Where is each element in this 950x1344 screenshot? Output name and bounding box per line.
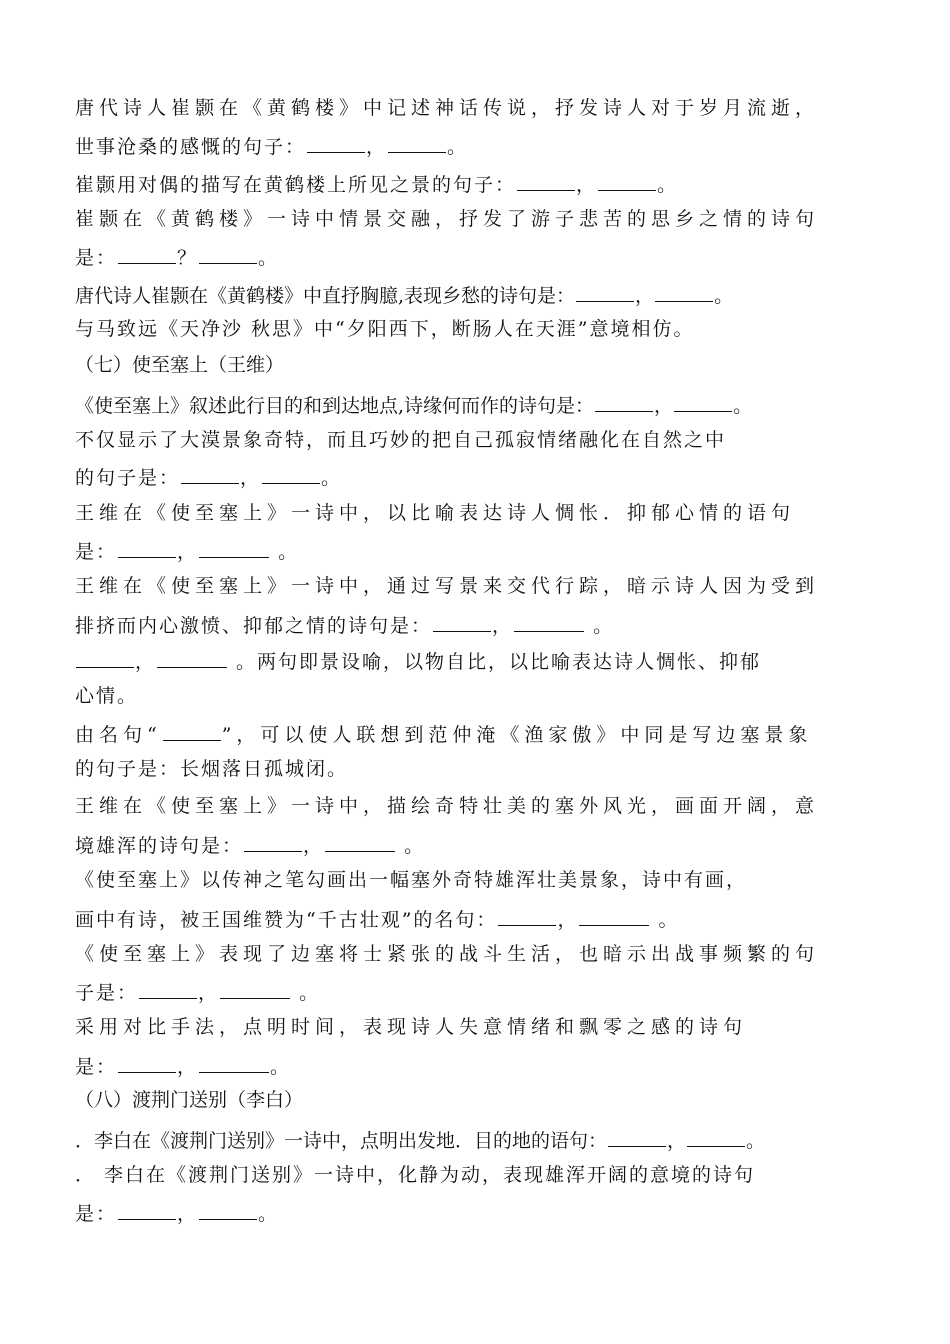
text-line: 排挤而内心激愤、抑郁之情的诗句是： ， 。 [75,609,875,639]
fill-blank[interactable] [76,645,134,668]
fill-blank[interactable] [118,1197,176,1220]
text-line: 由名句“ ”，可以使人联想到范仲淹《渔家傲》中同是写边塞景象 [75,718,875,748]
text-line: 子是： ， 。 [75,976,875,1006]
fill-blank[interactable] [199,241,257,264]
fill-blank[interactable] [595,389,653,412]
section-heading: （八）渡荆门送别（李白） [75,1089,304,1111]
text-line: 崔颢用对偶的描写在黄鹤楼上所见之景的句子： ， 。 [75,168,875,198]
fill-blank[interactable] [498,903,556,926]
text-line: 唐代诗人崔颢在《黄鹤楼》中记述神话传说，抒发诗人对于岁月流逝， [75,97,820,119]
fill-blank[interactable] [655,279,713,302]
fill-blank[interactable] [118,241,176,264]
text-line: 世事沧桑的感慨的句子： ， 。 [75,130,875,160]
fill-blank[interactable] [388,130,446,153]
fill-blank[interactable] [262,461,320,484]
fill-blank[interactable] [307,130,365,153]
text-line: 不仅显示了大漠景象奇特，而且巧妙的把自己孤寂情绪融化在自然之中 [75,429,727,451]
fill-blank[interactable] [157,645,227,668]
fill-blank[interactable] [514,609,584,632]
section-heading: （七）使至塞上（王维） [75,354,285,376]
fill-blank[interactable] [433,609,491,632]
text-line: 境雄浑的诗句是： ， 。 [75,829,875,859]
fill-blank[interactable] [517,168,575,191]
text-line: 与马致远《天净沙 秋思》中“夕阳西下，断肠人在天涯”意境相仿。 [75,318,695,340]
text-line: ， 。两句即景设喻，以物自比，以比喻表达诗人惆怅、抑郁 [75,645,875,675]
text-line: 心情。 [75,685,139,707]
fill-blank[interactable] [118,535,176,558]
text-line: 唐代诗人崔颢在《黄鹤楼》中直抒胸臆,表现乡愁的诗句是： ， 。 [75,279,875,309]
text-line: 的句子是：长烟落日孤城闭。 [75,758,349,780]
text-line: ．李白在《渡荆门送别》一诗中，点明出发地．目的地的语句： ， 。 [75,1124,875,1154]
fill-blank[interactable] [220,976,290,999]
text-line: 画中有诗，被王国维赞为“千古壮观”的名句： ， 。 [75,903,875,933]
text-line: 崔颢在《黄鹤楼》一诗中情景交融，抒发了游子悲苦的思乡之情的诗句 [75,208,820,230]
fill-blank[interactable] [139,976,197,999]
text-line: 《使至塞上》以传神之笔勾画出一幅塞外奇特雄浑壮美景象，诗中有画， [75,869,748,891]
fill-blank[interactable] [199,1050,269,1073]
text-line: 是： ， 。 [75,1197,875,1227]
text-line: 《使至塞上》表现了边塞将士紧张的战斗生活，也暗示出战事频繁的句 [75,943,820,965]
text-line: 是： ， 。 [75,535,875,565]
text-line: 是： ？ 。 [75,241,875,271]
text-line: 采用对比手法，点明时间，表现诗人失意情绪和飘零之感的诗句 [75,1016,748,1038]
fill-blank[interactable] [199,535,269,558]
fill-blank[interactable] [687,1124,745,1147]
text-line: 是： ， 。 [75,1050,875,1080]
text-line: 的句子是： ， 。 [75,461,875,491]
text-line: 王维在《使至塞上》一诗中，通过写景来交代行踪，暗示诗人因为受到 [75,575,820,597]
fill-blank[interactable] [244,829,302,852]
fill-blank[interactable] [608,1124,666,1147]
fill-blank[interactable] [181,461,239,484]
fill-blank[interactable] [598,168,656,191]
fill-blank[interactable] [674,389,732,412]
fill-blank[interactable] [163,718,221,741]
text-line: 《使至塞上》叙述此行目的和到达地点,诗缘何而作的诗句是： ， 。 [75,389,875,419]
text-line: 王维在《使至塞上》一诗中，以比喻表达诗人惆怅．抑郁心情的语句 [75,502,796,524]
text-line: 王维在《使至塞上》一诗中，描绘奇特壮美的塞外风光，画面开阔，意 [75,795,820,817]
fill-blank[interactable] [199,1197,257,1220]
text-line: ． 李白在《渡荆门送别》一诗中，化静为动，表现雄浑开阔的意境的诗句 [75,1164,756,1186]
fill-blank[interactable] [579,903,649,926]
fill-blank[interactable] [118,1050,176,1073]
fill-blank[interactable] [325,829,395,852]
fill-blank[interactable] [576,279,634,302]
